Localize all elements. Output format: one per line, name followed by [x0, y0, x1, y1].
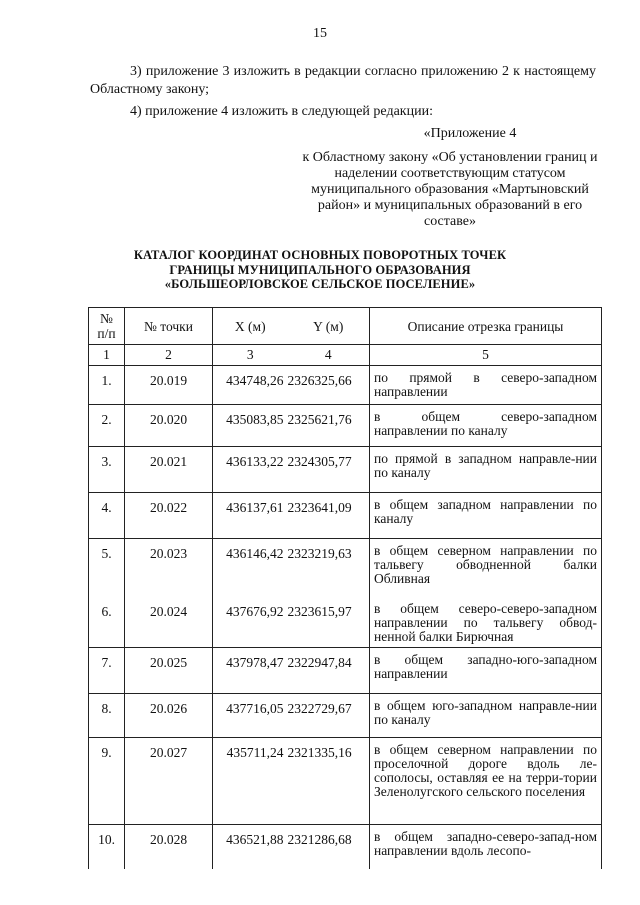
header-num-line: п/п [97, 326, 116, 341]
header-num [89, 308, 125, 345]
appendix-heading [300, 126, 600, 230]
row-number: 5. [89, 539, 125, 598]
row-y: 2321286,68 [288, 825, 370, 870]
row-point: 20.021 [125, 447, 213, 493]
row-x: 434748,26 [213, 366, 288, 405]
table-row [89, 825, 602, 870]
paragraph-item-4: 4) приложение 4 изложить в следующей редакции: [130, 104, 433, 119]
row-description: в общем северо-западном направлении по каналу [370, 405, 602, 447]
table-row [89, 738, 602, 825]
table-row [89, 539, 602, 598]
row-number: 4. [89, 493, 125, 539]
row-number: 10. [89, 825, 125, 870]
page-number: 15 [313, 26, 327, 41]
row-description: в общем западном направлении по каналу [370, 493, 602, 539]
table-row [89, 648, 602, 694]
table-row [89, 493, 602, 539]
catalog-title-line: КАТАЛОГ КООРДИНАТ ОСНОВНЫХ ПОВОРОТНЫХ ТОЧЕК [133, 248, 507, 262]
appendix-title: «Приложение 4 [423, 126, 517, 141]
header-x: X (м) [213, 308, 288, 345]
row-description: в общем западно-северо-запад-ном направлении вдоль лесопо- [370, 825, 602, 870]
row-point: 20.027 [125, 738, 213, 825]
row-x: 437978,47 [213, 648, 288, 694]
row-y: 2321335,16 [288, 738, 370, 825]
column-number: 5 [370, 345, 602, 366]
table-row [89, 366, 602, 405]
row-number: 2. [89, 405, 125, 447]
row-description: по прямой в западном направле-нии по каналу [370, 447, 602, 493]
row-point: 20.022 [125, 493, 213, 539]
row-x: 435083,85 [213, 405, 288, 447]
row-number: 6. [89, 597, 125, 648]
row-y: 2324305,77 [288, 447, 370, 493]
row-x: 436137,61 [213, 493, 288, 539]
row-number: 9. [89, 738, 125, 825]
row-x: 435711,24 [213, 738, 288, 825]
row-description: в общем северном направлении по проселочной дороге вдоль ле-сополосы, оставляя ее на терри-тории Зеленолугского сельского поселения [370, 738, 602, 825]
column-numbers-row [89, 345, 602, 366]
row-y: 2323641,09 [288, 493, 370, 539]
row-description: в общем северном направлении по тальвегу обводненной балки Обливная [370, 539, 602, 598]
row-x: 437676,92 [213, 597, 288, 648]
table-row [89, 447, 602, 493]
header-num-line: № [100, 311, 113, 326]
table-row [89, 694, 602, 738]
row-point: 20.025 [125, 648, 213, 694]
row-point: 20.019 [125, 366, 213, 405]
appendix-text: к Областному закону «Об установлении границ и наделении соответствующим статусом муниципального образования «Мартыновский район» и муниципальных образований в его составе» [302, 150, 598, 229]
header-desc: Описание отрезка границы [370, 308, 602, 345]
row-y: 2323615,97 [288, 597, 370, 648]
column-number: 1 [89, 345, 125, 366]
row-point: 20.024 [125, 597, 213, 648]
row-description: по прямой в северо-западном направлении [370, 366, 602, 405]
row-point: 20.028 [125, 825, 213, 870]
row-point: 20.026 [125, 694, 213, 738]
catalog-title-line: «БОЛЬШЕОРЛОВСКОЕ СЕЛЬСКОЕ ПОСЕЛЕНИЕ» [164, 277, 476, 291]
table-row [89, 597, 602, 648]
catalog-title [0, 248, 640, 292]
row-point: 20.020 [125, 405, 213, 447]
row-y: 2322729,67 [288, 694, 370, 738]
table-header-row [89, 308, 602, 345]
row-description: в общем северо-северо-западном направлении по тальвегу обвод-ненной балки Бирючная [370, 597, 602, 648]
row-x: 436146,42 [213, 539, 288, 598]
row-number: 8. [89, 694, 125, 738]
column-number: 2 [125, 345, 213, 366]
row-x: 436133,22 [213, 447, 288, 493]
row-y: 2323219,63 [288, 539, 370, 598]
row-number: 3. [89, 447, 125, 493]
coordinates-table [88, 307, 602, 869]
catalog-title-line: ГРАНИЦЫ МУНИЦИПАЛЬНОГО ОБРАЗОВАНИЯ [169, 262, 471, 277]
row-y: 2326325,66 [288, 366, 370, 405]
row-x: 436521,88 [213, 825, 288, 870]
row-point: 20.023 [125, 539, 213, 598]
row-description: в общем юго-западном направле-нии по каналу [370, 694, 602, 738]
column-number: 4 [288, 345, 370, 366]
row-y: 2322947,84 [288, 648, 370, 694]
column-number: 3 [213, 345, 288, 366]
row-x: 437716,05 [213, 694, 288, 738]
row-number: 1. [89, 366, 125, 405]
table-row [89, 405, 602, 447]
header-y: Y (м) [288, 308, 370, 345]
paragraph-item-3: 3) приложение 3 изложить в редакции согласно приложению 2 к настоящему Областному закону; [90, 64, 596, 97]
row-description: в общем западно-юго-западном направлении [370, 648, 602, 694]
row-y: 2325621,76 [288, 405, 370, 447]
row-number: 7. [89, 648, 125, 694]
header-point: № точки [125, 308, 213, 345]
